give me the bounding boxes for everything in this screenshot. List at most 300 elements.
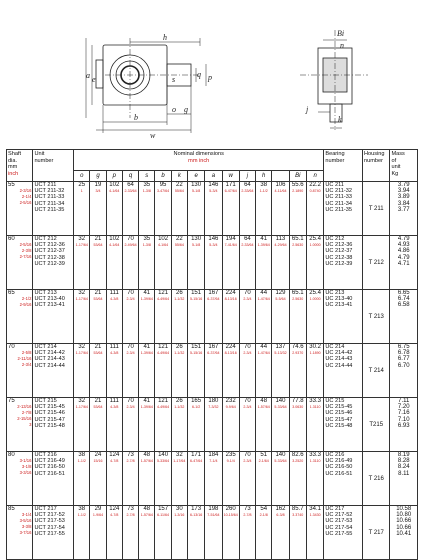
dimension-mm: 70 (127, 398, 134, 404)
dimension-mm: 21 (94, 236, 102, 242)
dimension-mm: 30 (175, 506, 183, 512)
side-view (300, 30, 368, 130)
dimension-inch: 2.5630 (292, 243, 304, 248)
dimension-mm: 171 (191, 452, 202, 458)
dimension-mm: 25.4 (309, 236, 321, 242)
bearing-number: UC 211-35 (325, 206, 352, 213)
dimension-cell (171, 182, 187, 236)
bearing-number-cell (324, 182, 363, 236)
dimension-mm: 41 (143, 344, 151, 350)
dimension-cell (122, 506, 138, 560)
dimension-cell (106, 182, 122, 236)
dimension-mm: 34.1 (309, 506, 321, 512)
unit-mass: 8.24 (397, 464, 410, 471)
dimension-mm: 167 (208, 290, 219, 296)
dimension-mm: 38 (78, 452, 86, 458)
dimension-mm: 85.7 (291, 506, 304, 512)
dimension-inch: 1-17/64 (75, 405, 88, 410)
shaft-inch: 2-1/2 (21, 296, 32, 302)
dimension-inch: 4-1/64 (109, 189, 120, 194)
unit-number-cell (33, 506, 74, 560)
dimension-mm: 44 (260, 290, 268, 296)
bearing-number: UC 214 (325, 344, 345, 350)
unit-mass: 6.74 (397, 296, 410, 303)
dimension-inch: 6-11/64 (157, 513, 170, 518)
dimension-cell (272, 506, 289, 560)
shaft-inch: 3-7/16 (19, 530, 32, 536)
dimension-mm: 48 (143, 452, 151, 458)
dimension-inch: 53/64 (93, 243, 103, 248)
unit-number: UCT 213-40 (34, 296, 65, 303)
dimension-mm: 38 (78, 506, 86, 512)
dimension-cell (306, 398, 323, 452)
dimension-inch: 2-7/8 (126, 513, 135, 518)
unit-number-cell (33, 344, 74, 398)
dimension-cell (155, 452, 171, 506)
dimension-cell (74, 182, 90, 236)
dimension-inch: 15/16 (93, 459, 103, 464)
dimension-mm: 32 (78, 398, 86, 404)
unit-number: UCT 212-36 (34, 242, 65, 249)
dimension-inch: 2-33/64 (241, 243, 254, 248)
housing-number-cell: T 212 (363, 236, 390, 290)
unit-number-cell (33, 452, 74, 506)
dimension-inch: 1-47/64 (257, 297, 270, 302)
dimension-cell (272, 236, 289, 290)
dimension-mm: 137 (275, 344, 286, 350)
unit-number-cell (33, 290, 74, 344)
dimension-mm: 74.6 (291, 344, 304, 350)
table-row (7, 344, 418, 398)
dimension-cell (256, 506, 272, 560)
table-body (7, 182, 418, 560)
dimension-mm: 184 (208, 452, 219, 458)
bearing-number: UC 217-54 (325, 524, 353, 531)
dim-label-bi: Bi (337, 29, 345, 38)
bearing-number: UC 214-43 (325, 356, 353, 363)
dimension-mm: 55.6 (291, 182, 304, 188)
dimension-symbol: w (222, 171, 239, 182)
table-row (7, 452, 418, 506)
dimension-cell (106, 344, 122, 398)
dimension-mm: 26 (175, 398, 183, 404)
dimension-mm: 140 (275, 398, 286, 404)
dimension-mm: 198 (208, 506, 219, 512)
dimension-cell (205, 182, 222, 236)
unit-number: UCT 216-50 (34, 464, 65, 471)
unit-mass: 3.94 (397, 188, 410, 195)
dim-label-n: n (340, 41, 344, 50)
dimension-cell (139, 290, 155, 344)
shaft-inch: 2-5/8 (21, 350, 32, 356)
dimension-inch: 4-1/64 (109, 243, 120, 248)
dimension-mm: 19 (94, 182, 102, 188)
unit-number: UCT 213-41 (34, 302, 65, 309)
unit-mass: 6.78 (397, 350, 410, 357)
dimension-cell (122, 182, 138, 236)
dimension-cell (222, 398, 239, 452)
dimension-inch: 6-37/64 (207, 297, 220, 302)
bearing-number: UC 215-48 (325, 422, 353, 429)
shaft-inch: 2-15/16 (17, 416, 32, 422)
unit-number-cell (33, 236, 74, 290)
mass-cell (390, 506, 418, 560)
unit-number: UCT 215-46 (34, 410, 65, 417)
unit-number: UCT 216 (34, 452, 57, 458)
dimension-mm: 130 (191, 236, 202, 242)
dimension-symbol: o (74, 171, 90, 182)
dimension-cell (155, 236, 171, 290)
dimension-inch: 1-1/2 (77, 513, 86, 518)
dimension-inch: 2-1/8 (259, 513, 268, 518)
dimension-inch: 5-1/8 (192, 189, 201, 194)
shaft-inch: 2-5/16 (19, 242, 32, 248)
dimension-cell (171, 236, 187, 290)
dimension-inch: 4-11/64 (274, 189, 287, 194)
dimension-cell (256, 182, 272, 236)
unit-number: UCT 216-51 (34, 470, 65, 477)
bearing-number: UC 215-45 (325, 404, 353, 411)
dimension-mm: 26 (175, 290, 183, 296)
shaft-inch: 3-1/8 (21, 464, 32, 470)
dimension-cell (106, 398, 122, 452)
unit-number: UCT 215-45 (34, 404, 65, 411)
dimension-cell (74, 452, 90, 506)
unit-number: UCT 217-54 (34, 524, 65, 531)
dimension-mm: 70 (244, 290, 251, 296)
housing-number-cell: T 211 (363, 182, 390, 236)
dimension-inch: 6-47/64 (224, 189, 237, 194)
bearing-number: UC 212-39 (325, 260, 353, 267)
dimension-cell (256, 344, 272, 398)
unit-number: UCT 211 (34, 182, 57, 188)
dimension-inch: 1.3110 (309, 459, 321, 464)
bearing-number: UC 211-33 (325, 194, 352, 201)
dimension-cell (272, 182, 289, 236)
dimension-inch: 2-7/8 (126, 459, 135, 464)
bearing-number: UC 216-51 (325, 470, 353, 477)
dimension-symbol: g (90, 171, 106, 182)
dimension-mm: 65.1 (291, 236, 304, 242)
dimension-cell (139, 506, 155, 560)
mass-cell (390, 344, 418, 398)
dimension-mm: 171 (225, 182, 236, 188)
dimension-cell (90, 506, 106, 560)
shaft-mm: 65 (8, 290, 15, 296)
shaft-dia-cell (7, 290, 33, 344)
dimension-mm: 121 (158, 398, 169, 404)
bearing-number-cell (324, 452, 363, 506)
dimension-cell (74, 398, 90, 452)
bearing-number: UC 217-53 (325, 518, 353, 525)
unit-mass: 8.19 (397, 452, 410, 458)
dimension-mm: 65.1 (291, 290, 304, 296)
unit-mass: 3.89 (397, 194, 410, 201)
dimension-mm: 260 (225, 506, 236, 512)
dimension-inch: 4-3/8 (110, 351, 119, 356)
dim-label-b: b (134, 113, 138, 122)
dimension-symbol: n (306, 171, 323, 182)
dimension-cell (187, 506, 204, 560)
shaft-inch: 2-5/16 (19, 200, 32, 206)
unit-mass: 7.10 (397, 416, 410, 423)
dimension-cell (289, 398, 306, 452)
dimension-inch: 2-3/4 (243, 351, 252, 356)
dimension-cell (239, 452, 255, 506)
unit-number: UCT 211-32 (34, 188, 65, 195)
dimension-inch: 55/64 (174, 189, 184, 194)
dimension-mm: 224 (225, 344, 236, 350)
bearing-number: UC 214-42 (325, 350, 353, 357)
dimension-mm: 124 (109, 452, 120, 458)
dimension-mm: 22.2 (309, 182, 321, 188)
dimension-mm: 165 (191, 398, 202, 404)
housing-number-cell: T 214 (363, 344, 390, 398)
dimension-mm: 111 (109, 344, 119, 350)
dimension-inch: 1-1/32 (174, 405, 185, 410)
dimension-inch: 2-3/4 (126, 351, 135, 356)
mass-cell (390, 290, 418, 344)
housing-number-cell: T215 (363, 398, 390, 452)
dimension-inch: 4-3/8 (110, 297, 119, 302)
dimension-inch: 1-17/64 (75, 243, 88, 248)
unit-number: UCT 214-43 (34, 356, 65, 363)
dimension-cell (139, 452, 155, 506)
dimension-inch: 5-33/64 (274, 405, 287, 410)
bearing-number-cell (324, 236, 363, 290)
dimension-cell (205, 344, 222, 398)
dim-label-g: g (184, 105, 188, 114)
dimension-cell (222, 290, 239, 344)
dimension-cell (171, 290, 187, 344)
dimension-cell (272, 452, 289, 506)
dimension-cell (139, 182, 155, 236)
dimension-inch: 8-13/16 (224, 297, 237, 302)
dimension-inch: 5-33/64 (274, 459, 287, 464)
dimension-mm: 25.4 (309, 290, 321, 296)
dimension-cell (90, 182, 106, 236)
dimension-cell (106, 236, 122, 290)
dimension-inch: 4-49/64 (156, 351, 170, 356)
dimension-cell (122, 236, 138, 290)
dimension-inch: 6-37/64 (207, 351, 220, 356)
table-row (7, 506, 418, 560)
dimension-mm: 21 (94, 344, 102, 350)
unit-mass: 10.41 (396, 530, 412, 537)
dimension-cell (90, 344, 106, 398)
dimension-inch: 1.3430 (309, 513, 321, 518)
mass-cell (390, 398, 418, 452)
dimension-cell (90, 398, 106, 452)
bearing-number: UC 211 (325, 182, 344, 188)
dimension-symbol: Bi (289, 171, 306, 182)
table-row (7, 290, 418, 344)
dimension-inch: 55/64 (174, 243, 184, 248)
dimension-mm: 64 (244, 236, 251, 242)
dimension-inch: 5-13/32 (274, 351, 287, 356)
dimension-mm: 70 (127, 290, 134, 296)
dimension-inch: 4-7/8 (110, 459, 119, 464)
dimension-mm: 73 (127, 506, 134, 512)
dimension-inch: 6-47/64 (190, 459, 203, 464)
dimension-mm: 77.8 (291, 398, 304, 404)
dimension-mm: 70 (244, 452, 251, 458)
dimension-cell (289, 290, 306, 344)
shaft-inch: 3-1/16 (19, 458, 32, 464)
dimension-cell (171, 398, 187, 452)
header-bearing: Bearing number (324, 150, 363, 182)
header-housing: Housing number (363, 150, 390, 182)
header-shaft: Shaft dia. mm inch (7, 150, 33, 182)
dimension-cell (205, 290, 222, 344)
mass-cell (390, 452, 418, 506)
dimension-mm: 140 (158, 452, 169, 458)
dimension-mm: 102 (158, 236, 169, 242)
unit-number: UCT 212 (34, 236, 57, 242)
unit-mass: 4.79 (397, 236, 410, 242)
dimension-symbol: p (106, 171, 122, 182)
unit-number-cell (33, 182, 74, 236)
dimension-cell (306, 290, 323, 344)
dimension-inch: 2-3/4 (243, 459, 252, 464)
dimension-cell (155, 344, 171, 398)
dimension-mm: 35 (143, 236, 151, 242)
dimension-inch: 2.1890 (292, 189, 304, 194)
mass-cell (390, 236, 418, 290)
dimension-symbol: k (171, 171, 187, 182)
bearing-number: UC 211-34 (325, 200, 352, 207)
dimension-cell (306, 452, 323, 506)
dimension-cell (187, 344, 204, 398)
dimension-mm: 21 (94, 398, 102, 404)
dimension-mm: 32 (78, 344, 86, 350)
dimension-cell (122, 452, 138, 506)
dimension-inch: 5-15/16 (190, 297, 203, 302)
dimension-mm: 194 (225, 236, 236, 242)
dimension-cell (205, 506, 222, 560)
dimension-inch: 2-3/4 (243, 405, 252, 410)
dimension-mm: 33.3 (309, 398, 321, 404)
dimension-cell (187, 290, 204, 344)
dim-label-k: k (338, 115, 342, 124)
housing-number-cell: T 216 (363, 452, 390, 506)
unit-number: UCT 215 (34, 398, 57, 404)
dimension-inch: 1-39/64 (140, 297, 153, 302)
dim-label-o: o (172, 105, 176, 114)
dimension-cell (205, 236, 222, 290)
dimension-inch: 2-3/4 (243, 297, 252, 302)
dimension-symbol: q (122, 171, 138, 182)
dimension-inch: 9-1/4 (226, 459, 235, 464)
unit-mass: 10.58 (396, 506, 412, 512)
unit-number: UCT 214 (34, 344, 57, 350)
dimension-inch: 1-3/8 (142, 243, 151, 248)
unit-mass: 7.16 (397, 410, 410, 417)
shaft-dia-cell (7, 452, 33, 506)
dimension-mm: 73 (127, 452, 134, 458)
header-nominal: Nominal dimensions mm inch (74, 150, 324, 171)
dimension-inch: 1-17/64 (75, 351, 88, 356)
dimension-cell (289, 182, 306, 236)
dimension-cell (122, 344, 138, 398)
dimension-mm: 113 (275, 236, 286, 242)
dimension-cell (155, 290, 171, 344)
dimension-inch: 5-3/4 (209, 243, 218, 248)
shaft-mm: 85 (8, 506, 15, 512)
dimension-cell (74, 236, 90, 290)
dimension-mm: 121 (158, 344, 169, 350)
dimension-mm: 29 (94, 506, 102, 512)
unit-mass: 3.84 (397, 200, 410, 207)
dimension-cell (239, 182, 255, 236)
dimension-cell (306, 236, 323, 290)
dimension-cell (272, 398, 289, 452)
dimension-mm: 32 (78, 290, 86, 296)
unit-number: UCT 215-48 (34, 422, 65, 429)
shaft-mm: 70 (8, 344, 15, 350)
dimension-cell (155, 398, 171, 452)
bearing-number: UC 215-46 (325, 410, 353, 417)
shaft-inch: 2-3/8 (21, 248, 32, 254)
dimension-mm: 111 (109, 290, 119, 296)
dimension-inch: 2-33/64 (124, 189, 137, 194)
shaft-inch: 2-1/4 (21, 194, 32, 200)
dimension-cell (90, 290, 106, 344)
dimension-mm: 140 (275, 452, 286, 458)
dim-label-a: a (86, 71, 90, 80)
shaft-inch: 3-1/4 (21, 512, 32, 518)
unit-mass: 4.71 (397, 260, 410, 267)
unit-mass: 7.11 (398, 398, 410, 404)
shaft-inch: 2-11/16 (17, 356, 32, 362)
dimension-mm: 146 (208, 182, 219, 188)
dimension-cell (74, 506, 90, 560)
dimension-cell (90, 236, 106, 290)
dimension-inch: 1-57/64 (140, 459, 153, 464)
dimension-mm: 51 (260, 452, 268, 458)
shaft-dia-cell (7, 344, 33, 398)
dimension-inch: 4-49/64 (156, 405, 170, 410)
dimension-inch: 1-1/2 (259, 189, 268, 194)
dimension-symbol: e (187, 171, 204, 182)
dimension-cell (239, 236, 255, 290)
dimension-inch: 1-1/32 (174, 297, 185, 302)
dimension-inch: 3.3740 (292, 513, 304, 518)
dimension-mm: 41 (143, 290, 151, 296)
shaft-inch: 3-5/16 (19, 518, 32, 524)
unit-mass: 6.93 (397, 422, 410, 429)
dimension-mm: 21 (94, 290, 102, 296)
unit-mass: 8.28 (397, 458, 410, 465)
dimension-inch: 1-3/16 (174, 513, 185, 518)
unit-mass: 6.70 (397, 362, 410, 369)
dimension-cell (256, 452, 272, 506)
dimension-mm: 111 (109, 398, 119, 404)
dimension-mm: 162 (275, 506, 286, 512)
dimension-symbol: a (205, 171, 222, 182)
dimension-cell (74, 344, 90, 398)
dimension-mm: 124 (109, 506, 120, 512)
technical-drawing (0, 0, 423, 146)
dimension-cell (205, 452, 222, 506)
dim-label-p: p (208, 73, 212, 82)
dimension-mm: 129 (275, 290, 286, 296)
shaft-dia-cell (7, 398, 33, 452)
dimension-cell (306, 506, 323, 560)
dimension-symbol (272, 171, 289, 182)
shaft-mm: 60 (8, 236, 15, 242)
dimension-inch: 6-3/8 (276, 513, 285, 518)
